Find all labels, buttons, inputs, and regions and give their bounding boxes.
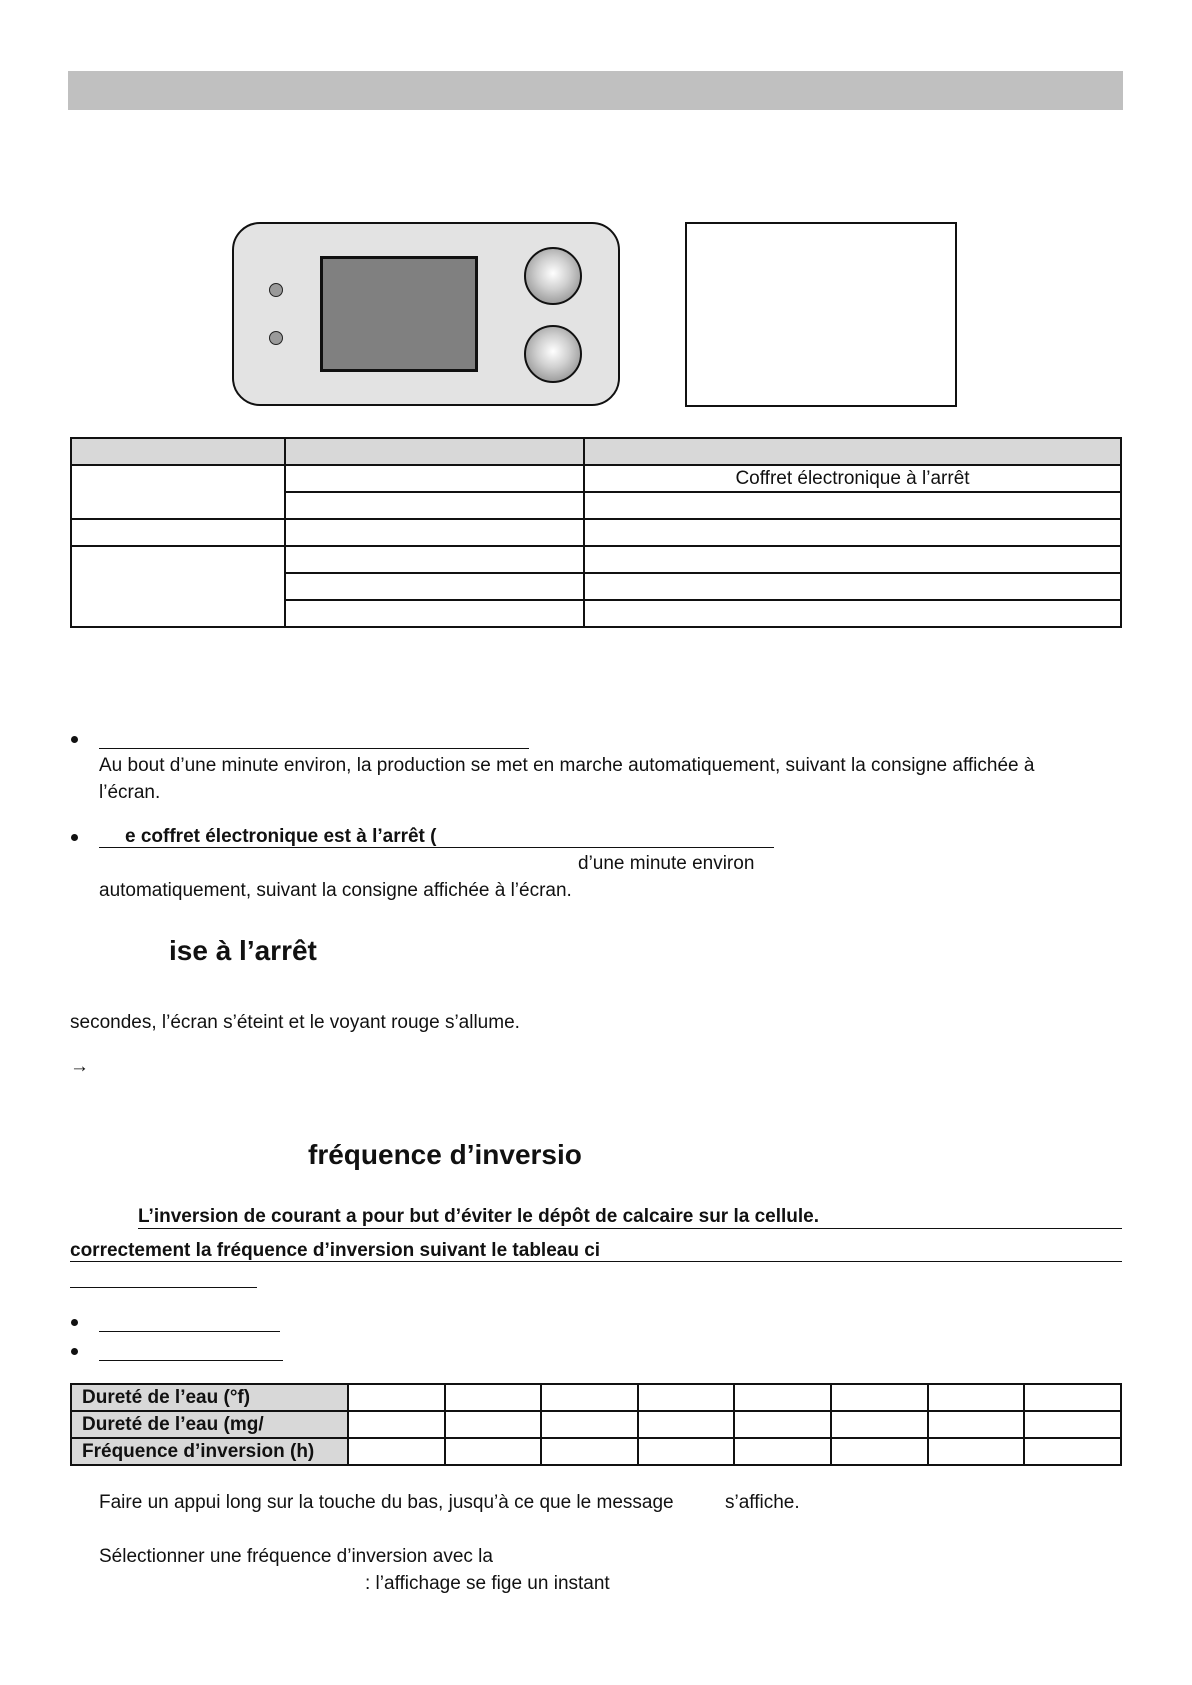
table-header-row [71,438,1121,465]
table-row [71,1438,1121,1465]
table-row [71,1384,1121,1411]
underline-rule [99,1331,280,1332]
table-cell: Coffret électronique à l’arrêt [584,465,1121,492]
row-header: Dureté de l’eau (°f) [71,1384,348,1411]
instruction-text: Faire un appui long sur la touche du bas, jusqu’à ce que le message [99,1492,674,1513]
table-row [71,465,1121,492]
section-heading: fréquence d’inversio [308,1139,582,1170]
underline-rule [138,1228,1122,1229]
bullet-marker [71,1348,78,1355]
bullet-marker [71,1319,78,1326]
paragraph-heading: correctement la fréquence d’inversion suivant le tableau ci [70,1240,601,1261]
hardness-frequency-table [70,1383,1122,1466]
paragraph-text: automatiquement, suivant la consigne affichée à l’écran. [99,880,572,901]
row-header: Dureté de l’eau (mg/ [71,1411,348,1438]
underline-rule [70,1261,1122,1262]
underline-rule [99,748,529,749]
instruction-text: s’affiche. [725,1492,800,1513]
legend-box [685,222,957,407]
row-header: Fréquence d’inversion (h) [71,1438,348,1465]
arrow-icon: → [70,1056,89,1077]
led-indicator-bottom [269,331,283,345]
underline-rule [99,1360,283,1361]
table-row [71,519,1121,546]
underline-rule [70,1287,257,1288]
paragraph-heading: e coffret électronique est à l’arrêt ( [125,826,437,847]
led-indicator-top [269,283,283,297]
header-bar [68,71,1123,110]
instruction-text: Sélectionner une fréquence d’inversion avec la [99,1546,493,1567]
bullet-marker [71,834,78,841]
paragraph-text: l’écran. [99,782,161,803]
bullet-marker [71,736,78,743]
paragraph-heading: L’inversion de courant a pour but d’éviter le dépôt de calcaire sur la cellule. [138,1206,820,1227]
display-screen [320,256,478,372]
table-row [71,1411,1121,1438]
status-table [70,437,1122,628]
paragraph-text: d’une minute environ [578,853,755,874]
instruction-text: : l’affichage se fige un instant [365,1573,610,1594]
lower-button [524,325,582,383]
upper-button [524,247,582,305]
table-row [71,546,1121,573]
paragraph-text: secondes, l’écran s’éteint et le voyant rouge s’allume. [70,1012,520,1033]
paragraph-text: Au bout d’une minute environ, la production se met en marche automatiquement, suivant la consigne affichée à [99,755,1035,776]
section-heading: ise à l’arrêt [169,935,317,966]
